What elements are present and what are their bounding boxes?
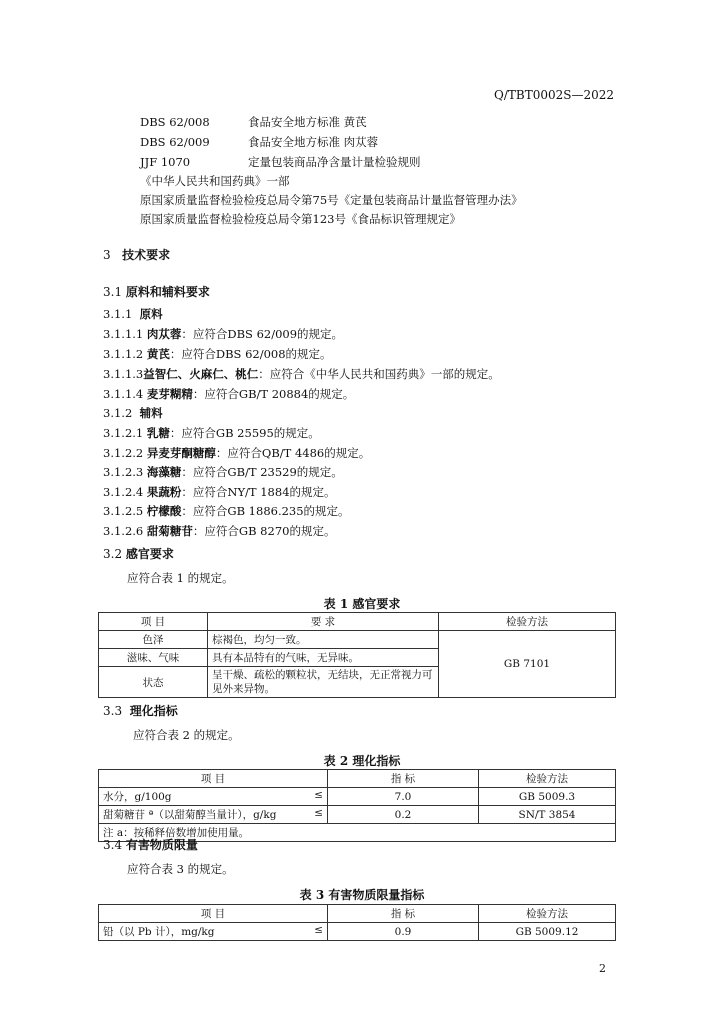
clause-text: ：应符合DBS 62/008的规定。 [169, 347, 332, 361]
clause-number: 3.1.1.1 [103, 327, 144, 341]
clause-text: ：应符合《中华人民共和国药典》一部的规定。 [258, 367, 500, 381]
clause-item [103, 523, 335, 539]
table-cell [99, 806, 328, 824]
paragraph: 应符合表 1 的规定。 [127, 571, 234, 585]
table-note: 注 a：按稀释倍数增加使用量。 [99, 824, 616, 842]
section-title: 辅料 [139, 406, 163, 420]
table-cell [99, 788, 328, 806]
table-row [99, 806, 616, 824]
section-heading [103, 702, 178, 719]
clause-number: 3.1.2.4 [103, 485, 144, 499]
table-header-row [99, 613, 616, 631]
table-cell: 7.0 [328, 788, 479, 806]
reference-title: 食品安全地方标准 黄芪 [248, 115, 367, 129]
section-number: 3.3 [103, 704, 123, 718]
table-header: 检验方法 [479, 905, 616, 923]
section-heading [103, 246, 170, 263]
table-header: 检验方法 [439, 613, 616, 631]
table-header: 要 求 [208, 613, 439, 631]
paragraph: 应符合表 2 的规定。 [133, 728, 240, 742]
section-title: 有害物质限量 [125, 838, 198, 852]
clause-name: 果蔬粉 [146, 485, 182, 499]
section-title: 感官要求 [125, 547, 174, 561]
section-number: 3.1 [103, 285, 123, 299]
leq-symbol: ≤ [314, 807, 323, 819]
clause-number: 3.1.2.3 [103, 465, 144, 479]
table-header: 指 标 [328, 770, 479, 788]
reference-code: JJF 1070 [140, 155, 191, 169]
clause-number: 3.1.1.4 [103, 387, 144, 401]
reference-line [140, 134, 378, 150]
section-title: 原料 [139, 307, 163, 321]
subsection-heading [103, 306, 163, 322]
item-label: 甜菊糖苷 ª（以甜菊醇当量计），g/kg [103, 809, 277, 821]
table-header: 检验方法 [479, 770, 616, 788]
table-cell: 0.2 [328, 806, 479, 824]
item-label: 铅（以 Pb 计），mg/kg [103, 926, 215, 938]
clause-text: ：应符合GB/T 23529的规定。 [181, 465, 343, 479]
reference-code: DBS 62/008 [140, 115, 210, 129]
section-number: 3.1.1 [103, 307, 133, 321]
leq-symbol: ≤ [314, 924, 323, 936]
clause-item [103, 425, 320, 441]
table-header-row [99, 770, 616, 788]
clause-item [103, 503, 350, 519]
table-caption: 表 2 理化指标 [323, 754, 401, 768]
section-number: 3.4 [103, 838, 123, 852]
reference-line [140, 154, 421, 170]
reference-line: 《中华人民共和国药典》一部 [140, 174, 290, 188]
clause-text: ：应符合GB 25595的规定。 [169, 426, 320, 440]
leq-symbol: ≤ [314, 789, 323, 801]
clause-text: ：应符合GB 8270的规定。 [192, 524, 336, 538]
reference-line: 原国家质量监督检验检疫总局令第123号《食品标识管理规定》 [140, 212, 461, 226]
clause-name: 异麦芽酮糖醇 [146, 446, 216, 460]
table-header: 指 标 [328, 905, 479, 923]
clause-number: 3.1.2.5 [103, 504, 144, 518]
table-cell: GB 7101 [439, 631, 616, 698]
table-header: 项 目 [99, 613, 208, 631]
table-caption: 表 3 有害物质限量指标 [299, 888, 425, 902]
clause-name: 麦芽糊精 [146, 387, 193, 401]
clause-text: ：应符合GB 1886.235的规定。 [181, 504, 350, 518]
page-number: 2 [599, 962, 606, 975]
clause-text: ：应符合DBS 62/009的规定。 [181, 327, 344, 341]
clause-number: 3.1.1.2 [103, 347, 144, 361]
clause-number: 3.1.2.1 [103, 426, 144, 440]
section-number: 3.2 [103, 547, 123, 561]
table-cell: 0.9 [328, 923, 479, 941]
reference-title: 食品安全地方标准 肉苁蓉 [248, 135, 379, 149]
clause-name: 柠檬酸 [146, 504, 182, 518]
clause-text: ：应符合NY/T 1884的规定。 [181, 485, 336, 499]
doc-code: Q/TBT0002S—2022 [493, 88, 614, 102]
sensory-table [98, 612, 616, 698]
clause-number: 3.1.2.6 [103, 524, 144, 538]
section-number: 3 [103, 248, 111, 262]
table-cell: 呈干燥、疏松的颗粒状，无结块，无正常视力可见外来异物。 [208, 667, 439, 698]
clause-name: 甜菊糖苷 [146, 524, 193, 538]
table-cell: GB 5009.3 [479, 788, 616, 806]
table-row [99, 788, 616, 806]
reference-line: 原国家质量监督检验检疫总局令第75号《定量包装商品计量监督管理办法》 [140, 193, 523, 207]
subsection-heading [103, 405, 163, 421]
clause-name: 海藻糖 [146, 465, 182, 479]
paragraph: 应符合表 3 的规定。 [127, 862, 234, 876]
table-header: 项 目 [99, 905, 328, 923]
clause-item [103, 445, 370, 461]
table-header: 项 目 [99, 770, 328, 788]
harmful-substances-table [98, 904, 616, 941]
clause-name: 乳糖 [146, 426, 170, 440]
reference-code: DBS 62/009 [140, 135, 210, 149]
clause-text: ：应符合GB/T 20884的规定。 [192, 387, 355, 401]
clause-item [103, 346, 332, 362]
clause-item [103, 484, 336, 500]
section-title: 技术要求 [122, 248, 171, 262]
table-cell: 滋味、气味 [99, 649, 208, 667]
clause-text: ：应符合QB/T 4486的规定。 [215, 446, 371, 460]
clause-name: 益智仁、火麻仁、桃仁 [143, 367, 259, 381]
table-caption: 表 1 感官要求 [323, 597, 401, 611]
section-heading [103, 545, 174, 562]
reference-title: 定量包装商品净含量计量检验规则 [248, 155, 421, 169]
section-title: 原料和辅料要求 [125, 285, 210, 299]
clause-item [103, 366, 500, 382]
section-title: 理化指标 [129, 704, 178, 718]
section-heading [103, 836, 198, 853]
clause-name: 肉苁蓉 [146, 327, 182, 341]
clause-item [103, 386, 354, 402]
table-cell [99, 923, 328, 941]
table-cell: GB 5009.12 [479, 923, 616, 941]
table-row [99, 631, 616, 649]
table-cell: 棕褐色，均匀一致。 [208, 631, 439, 649]
table-header-row [99, 905, 616, 923]
clause-item [103, 326, 343, 342]
physchem-table [98, 769, 616, 842]
table-cell: 状态 [99, 667, 208, 698]
clause-name: 黄芪 [146, 347, 170, 361]
table-cell: 色泽 [99, 631, 208, 649]
reference-line [140, 114, 367, 130]
section-heading [103, 283, 210, 300]
section-number: 3.1.2 [103, 406, 133, 420]
clause-item [103, 464, 343, 480]
table-row [99, 923, 616, 941]
table-cell: 具有本品特有的气味，无异味。 [208, 649, 439, 667]
item-label: 水分，g/100g [103, 791, 172, 803]
table-cell: SN/T 3854 [479, 806, 616, 824]
clause-number: 3.1.2.2 [103, 446, 144, 460]
clause-number: 3.1.1.3 [103, 367, 144, 381]
